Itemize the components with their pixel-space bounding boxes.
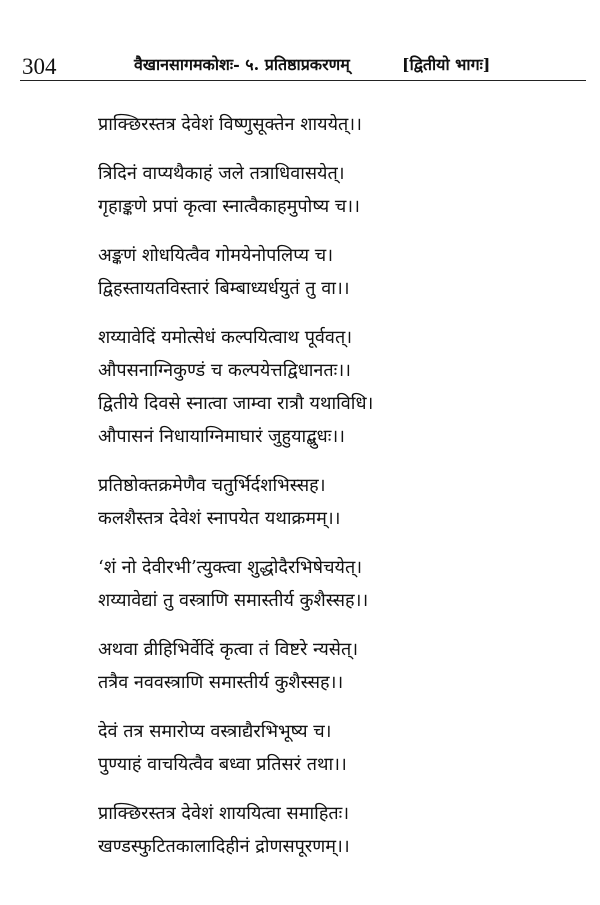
- verse-block: [98, 108, 568, 879]
- verse-line: गृहाङ्कणे प्रपां कृत्वा स्नात्वैकाहमुपोष्य च।।: [98, 196, 360, 217]
- verse-line: प्राक्छिरस्तत्र देवेशं विष्णुसूक्तेन शाययेत्।।: [98, 114, 362, 135]
- verse-line: द्वितीये दिवसे स्नात्वा जाम्वा रात्रौ यथाविधि।: [98, 393, 374, 414]
- stanza: [98, 633, 568, 699]
- stanza: [98, 239, 568, 305]
- stanza: [98, 551, 568, 617]
- verse-line: देवं तत्र समारोप्य वस्त्राद्यैरभिभूष्य च।: [98, 721, 332, 742]
- stanza: [98, 715, 568, 781]
- verse-line: द्विहस्तायतविस्तारं बिम्बाध्यर्धयुतं तु वा।।: [98, 278, 350, 299]
- volume-label: [द्वितीयो भागः]: [402, 55, 491, 74]
- verse-line: शय्यावेदिं यमोत्सेधं कल्पयित्वाथ पूर्ववत्।: [98, 327, 353, 348]
- verse-line: शय्यावेद्यां तु वस्त्राणि समास्तीर्य कुशैस्सह।।: [98, 590, 369, 611]
- page-number: 304: [22, 54, 57, 79]
- verse-line: त्रिदिनं वाप्यथैकाहं जले तत्राधिवासयेत्।: [98, 163, 345, 184]
- page-header: [20, 52, 586, 81]
- stanza: [98, 321, 568, 453]
- verse-line: ‘शं नो देवीरभी’त्युक्त्वा शुद्धोदैरभिषेचयेत्।: [98, 557, 363, 578]
- verse-line: औपसनाग्निकुण्डं च कल्पयेत्तद्विधानतः।।: [98, 360, 351, 381]
- stanza: [98, 469, 568, 535]
- verse-line: औपासनं निधायाग्निमाघारं जुहुयाद्बुधः।।: [98, 426, 345, 447]
- verse-line: प्रतिष्ठोक्तक्रमेणैव चतुर्भिर्दशभिस्सह।: [98, 475, 326, 496]
- verse-line: अङ्कणं शोधयित्वैव गोमयेनोपलिप्य च।: [98, 245, 334, 266]
- verse-line: अथवा व्रीहिभिर्वेदिं कृत्वा तं विष्टरे न्यसेत्।: [98, 639, 359, 660]
- verse-line: तत्रैव नववस्त्राणि समास्तीर्य कुशैस्सह।।: [98, 672, 344, 693]
- stanza: [98, 797, 568, 863]
- stanza: [98, 108, 568, 141]
- verse-line: खण्डस्फुटितकालादिहीनं द्रोणसपूरणम्।।: [98, 836, 350, 857]
- stanza: [98, 157, 568, 223]
- verse-line: कलशैस्तत्र देवेशं स्नापयेत यथाक्रमम्।।: [98, 508, 341, 529]
- running-title: वैखानसागमकोशः- ५. प्रतिष्ठाप्रकरणम्: [134, 55, 350, 74]
- verse-line: पुण्याहं वाचयित्वैव बध्वा प्रतिसरं तथा।।: [98, 754, 347, 775]
- verse-line: प्राक्छिरस्तत्र देवेशं शाययित्वा समाहितः।: [98, 803, 350, 824]
